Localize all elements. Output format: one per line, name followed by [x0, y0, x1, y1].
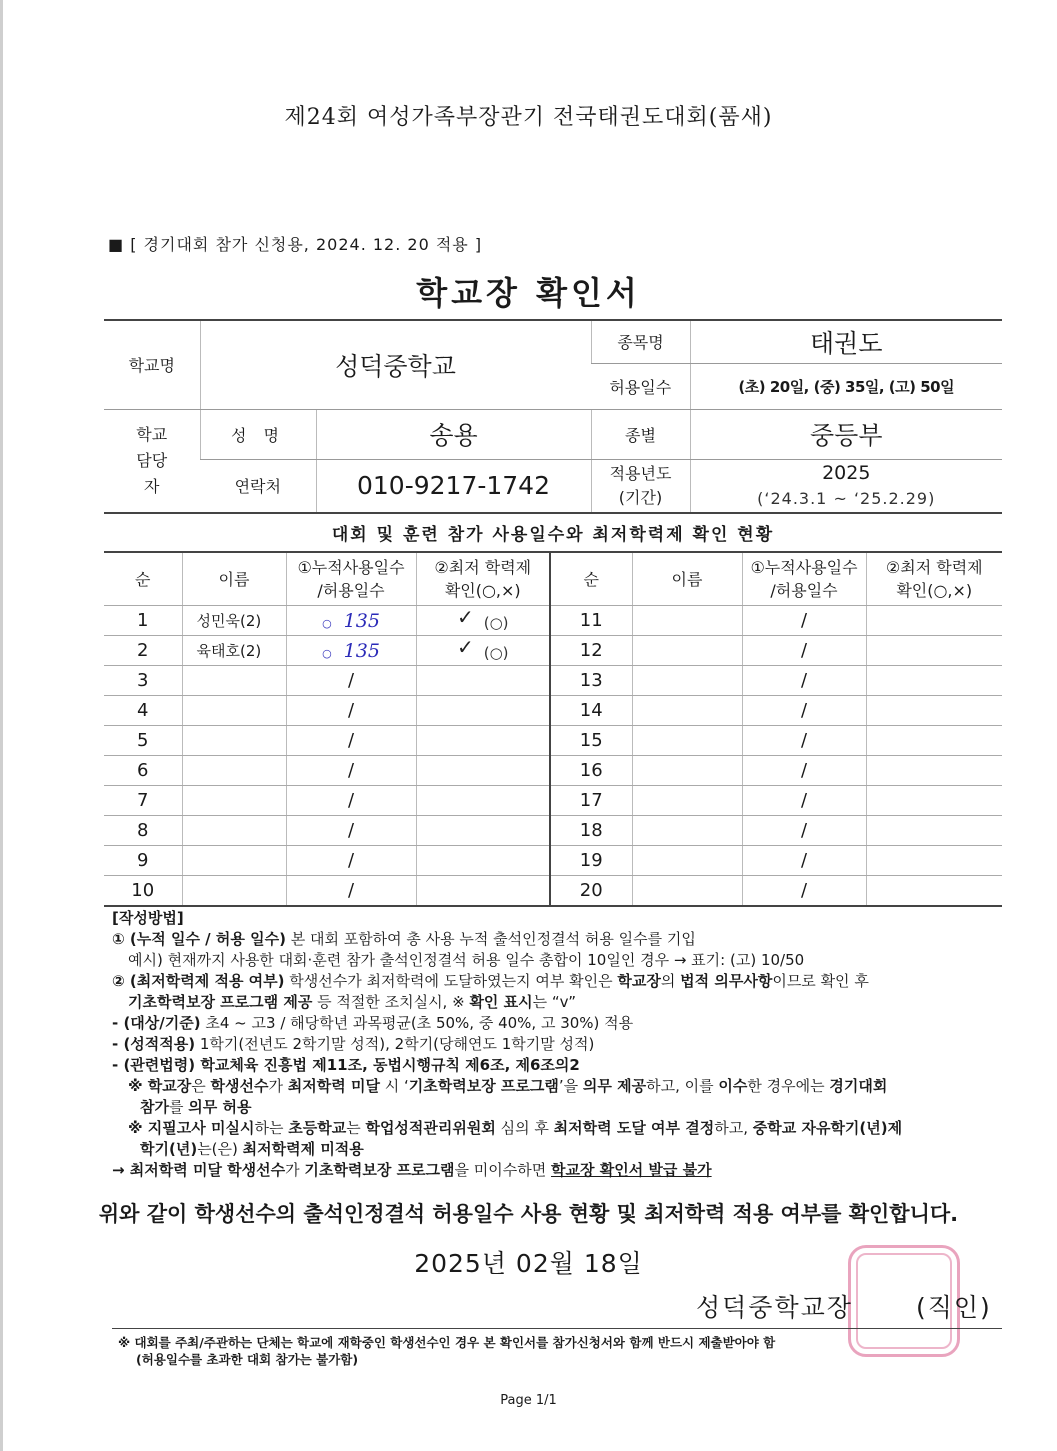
row-name: [182, 756, 286, 786]
handwritten-days: 135: [343, 639, 380, 662]
note-2-cont: [112, 992, 1012, 1013]
remark-1-g: 기초학력보장 프로그램: [408, 1077, 559, 1095]
row-no: 13: [550, 666, 632, 696]
header-no: 순: [104, 552, 182, 606]
row-no: 18: [550, 816, 632, 846]
row-no: 3: [104, 666, 182, 696]
detail-3-label: - (관련법령): [112, 1056, 196, 1074]
name-label: 성 명: [200, 409, 316, 459]
page-edge: [0, 0, 3, 1451]
note-2-text: 학생선수가 최저학력에 도달하였는지 여부 확인은: [284, 972, 618, 990]
remark-1-d: 가: [268, 1077, 288, 1095]
footer-divider: [112, 1328, 1002, 1329]
note-2-duty: 법적 의무사항: [680, 972, 773, 990]
remark-2-j: 학기(년): [140, 1140, 198, 1158]
application-subtitle: ■ [ 경기대회 참가 신청용, 2024. 12. 20 적용 ]: [108, 235, 483, 254]
handwritten-check-o: (○): [483, 643, 509, 662]
remark-1-m: 경기대회: [829, 1077, 888, 1095]
contact-value: 010-9217-1742: [316, 459, 591, 513]
row-check: [416, 606, 550, 636]
checkmark-icon: ✓: [456, 604, 474, 629]
remark-1-n: 참가: [140, 1098, 169, 1116]
row-no: 20: [550, 876, 632, 907]
row-check: [866, 726, 1002, 756]
row-name: [632, 726, 742, 756]
remark-1-p: 의무 허용: [188, 1098, 252, 1116]
detail-3-text: 학교체육 진흥법 제11조, 동법시행규칙 제6조, 제6조의2: [195, 1056, 580, 1074]
note-1: [112, 929, 1012, 950]
row-check: [866, 786, 1002, 816]
handwritten-check-o: (○): [483, 613, 509, 632]
row-check: [416, 636, 550, 666]
header-days-line1: ①누적사용일수: [297, 558, 405, 577]
document-title: 학교장 확인서: [416, 274, 641, 312]
detail-1-label: - (대상/기준): [112, 1014, 201, 1032]
row-no: 10: [104, 876, 182, 907]
row-days: /: [286, 846, 416, 876]
table-row: [104, 876, 1002, 907]
status-title: 대회 및 훈련 참가 사용일수와 최저학력제 확인 현황: [331, 525, 775, 545]
row-days: /: [742, 696, 866, 726]
detail-2-text: 1학기(전년도 2학기말 성적), 2학기(당해연도 1학기말 성적): [195, 1035, 595, 1053]
row-days: /: [742, 816, 866, 846]
row-check: [416, 846, 550, 876]
note-2-text-e: 는 “v”: [532, 993, 577, 1011]
year-value: 2025: [822, 461, 871, 484]
table-row: [104, 636, 1002, 666]
footnote-line1: ※ 대회를 주최/주관하는 단체는 학교에 재학중인 학생선수인 경우 본 확인서를 참가신청서와 함께 반드시 제출받아야 함: [118, 1335, 776, 1350]
row-name: [632, 666, 742, 696]
row-no: 1: [104, 606, 182, 636]
table-row: [104, 756, 1002, 786]
row-check: [416, 666, 550, 696]
note-1-bold: ① (누적 일수 / 허용 일수): [112, 930, 286, 948]
row-check: [416, 726, 550, 756]
row-check: [416, 876, 550, 907]
header-check-right-line1: ②최저 학력제: [885, 558, 983, 577]
row-name: [632, 876, 742, 907]
remark-1-a: ※ 학교장: [128, 1077, 192, 1095]
seal-label: (직인): [916, 1293, 992, 1322]
division-label: 종별: [591, 409, 690, 459]
row-name: [632, 786, 742, 816]
remark-2-h: 하고,: [714, 1119, 753, 1137]
note-2-principal: 학교장: [617, 972, 661, 990]
table-row: [104, 816, 1002, 846]
row-name: [632, 636, 742, 666]
row-days: /: [742, 786, 866, 816]
row-name: [182, 816, 286, 846]
manager-name-value: 송용: [316, 409, 591, 459]
row-name: [632, 816, 742, 846]
header-days-line2: /허용일수: [317, 581, 385, 600]
row-no: 4: [104, 696, 182, 726]
row-check: [416, 756, 550, 786]
remark-1-i: 의무 제공: [582, 1077, 647, 1095]
row-days: /: [742, 606, 866, 636]
note-1-example: 예시) 현재까지 사용한 대회·훈련 참가 출석인정결석 허용 일수 총합이 10일인 경우 → 표기: (고) 10/50: [128, 951, 805, 969]
school-label: 학교명: [104, 320, 200, 409]
row-check: [866, 606, 1002, 636]
table-row: [104, 696, 1002, 726]
detail-1: [112, 1013, 1012, 1034]
row-no: 17: [550, 786, 632, 816]
header-check-right: [866, 552, 1002, 606]
handwritten-circle-mark: ○: [322, 616, 332, 630]
remark-2-cont: [112, 1139, 1012, 1160]
remark-2-a: ※ 지필고사 미실시: [128, 1119, 255, 1137]
row-days: /: [286, 756, 416, 786]
remark-3-d: 을 미이수하면: [454, 1161, 552, 1179]
header-no-right: 순: [550, 552, 632, 606]
remark-2-b: 하는: [254, 1119, 289, 1137]
handwritten-days: 135: [343, 609, 380, 632]
remark-2-i: 중학교 자유학기(년)제: [752, 1119, 903, 1137]
table-row: [104, 786, 1002, 816]
note-2-text-d: 등 적절한 조치실시, ※: [312, 993, 470, 1011]
remark-2-g: 최저학력 도달 여부 결정: [553, 1119, 715, 1137]
remark-1-j: 하고, 이를: [646, 1077, 719, 1095]
row-check: [416, 786, 550, 816]
header-days-right: [742, 552, 866, 606]
row-name: [632, 846, 742, 876]
row-days: /: [742, 756, 866, 786]
allowed-days-label: 허용일수: [591, 363, 690, 409]
row-no: 7: [104, 786, 182, 816]
row-check: [416, 816, 550, 846]
row-name: [182, 876, 286, 907]
row-name: [182, 696, 286, 726]
sport-label: 종목명: [591, 320, 690, 363]
row-check: [866, 816, 1002, 846]
row-check: [866, 696, 1002, 726]
footnote: [118, 1334, 998, 1368]
row-days: /: [742, 846, 866, 876]
row-no: 15: [550, 726, 632, 756]
instructions: [112, 908, 1012, 1181]
row-no: 16: [550, 756, 632, 786]
remark-1-l: 한 경우에는: [747, 1077, 830, 1095]
note-2-mark: 확인 표시: [469, 993, 533, 1011]
remark-2-f: 심의 후: [495, 1119, 554, 1137]
handwritten-circle-mark: ○: [322, 646, 332, 660]
row-days: /: [286, 666, 416, 696]
remark-3-a: → 최저학력 미달 학생선수: [112, 1161, 286, 1179]
row-days: /: [742, 666, 866, 696]
detail-2-label: - (성적적용): [112, 1035, 196, 1053]
remark-1: [112, 1076, 1012, 1097]
year-label: 적용년도: [609, 463, 672, 483]
row-check: [866, 846, 1002, 876]
row-check: [866, 876, 1002, 907]
row-name: 성민욱(2): [182, 606, 286, 636]
row-check: [866, 756, 1002, 786]
row-days: /: [286, 696, 416, 726]
row-no: 5: [104, 726, 182, 756]
remark-1-b: 은: [191, 1077, 211, 1095]
remark-1-f: 시 ‘: [379, 1077, 409, 1095]
row-no: 2: [104, 636, 182, 666]
remark-3-b: 가: [285, 1161, 305, 1179]
note-2-text-b: 의: [660, 972, 681, 990]
year-label-cell: [591, 459, 690, 513]
remark-3-c: 기초학력보장 프로그램: [304, 1161, 455, 1179]
remark-1-c: 학생선수: [210, 1077, 269, 1095]
row-name: [632, 756, 742, 786]
detail-1-text: 초4 ~ 고3 / 해당학년 과목평균(초 50%, 중 40%, 고 30%) 적용: [200, 1014, 634, 1032]
footnote-line2: (허용일수를 초과한 대회 참가는 불가함): [136, 1352, 359, 1367]
row-no: 14: [550, 696, 632, 726]
row-name: [182, 846, 286, 876]
division-value: 중등부: [690, 409, 1002, 459]
remark-2-c: 초등학교: [288, 1119, 347, 1137]
event-title: 제24회 여성가족부장관기 전국태권도대회(품새): [284, 105, 773, 130]
row-no: 6: [104, 756, 182, 786]
remark-3: [112, 1160, 1012, 1181]
row-check: [866, 666, 1002, 696]
manager-label-text: 학교 담당자: [136, 424, 168, 496]
year-value-cell: [690, 459, 1002, 513]
remark-1-e: 최저학력 미달: [287, 1077, 380, 1095]
manager-label: [104, 409, 200, 513]
note-2: [112, 971, 1012, 992]
table-row: [104, 726, 1002, 756]
header-check: [416, 552, 550, 606]
table-row: [104, 666, 1002, 696]
header-days: [286, 552, 416, 606]
remark-1-cont: [112, 1097, 1012, 1118]
row-name: [182, 666, 286, 696]
row-days: /: [286, 816, 416, 846]
remark-2-d: 는: [346, 1119, 366, 1137]
row-no: 11: [550, 606, 632, 636]
page-number: Page 1/1: [500, 1393, 557, 1408]
note-1-text: 본 대회 포함하여 총 사용 누적 출석인정결석 허용 일수를 기입: [285, 930, 696, 948]
detail-2: [112, 1034, 1012, 1055]
row-days: /: [286, 786, 416, 816]
note-2-bold: ② (최저학력제 적용 여부): [112, 972, 285, 990]
row-name: [182, 786, 286, 816]
row-name: 육태호(2): [182, 636, 286, 666]
allowed-days-value: (초) 20일, (중) 35일, (고) 50일: [690, 363, 1002, 409]
athlete-roster-table: [104, 551, 1002, 907]
remark-3-e: 학교장 확인서 발급 불가: [551, 1161, 712, 1179]
row-no: 19: [550, 846, 632, 876]
header-name: 이름: [182, 552, 286, 606]
note-2-text-c: 이므로 확인 후: [772, 972, 869, 990]
table-row: [104, 846, 1002, 876]
row-days: /: [742, 636, 866, 666]
row-no: 12: [550, 636, 632, 666]
row-no: 8: [104, 816, 182, 846]
note-2-program: 기초학력보장 프로그램 제공: [128, 993, 313, 1011]
detail-3: [112, 1055, 1012, 1076]
row-days: /: [742, 876, 866, 907]
header-name-right: 이름: [632, 552, 742, 606]
row-name: [632, 606, 742, 636]
table-row: [104, 606, 1002, 636]
checkmark-icon: ✓: [456, 634, 474, 659]
row-no: 9: [104, 846, 182, 876]
remark-1-h: ’을: [558, 1077, 583, 1095]
header-check-right-line2: 확인(○,×): [896, 581, 973, 600]
row-days: [286, 606, 416, 636]
row-days: [286, 636, 416, 666]
instructions-heading: [작성방법]: [112, 909, 184, 927]
period-label: (기간): [618, 487, 663, 507]
row-days: /: [742, 726, 866, 756]
principal-name: 성덕중학교장: [696, 1293, 853, 1322]
remark-2: [112, 1118, 1012, 1139]
row-days: /: [286, 876, 416, 907]
issue-date: 2025년 02월 18일: [414, 1249, 643, 1278]
header-days-right-line1: ①누적사용일수: [750, 558, 858, 577]
row-name: [182, 726, 286, 756]
contact-label: 연락처: [200, 459, 316, 513]
header-check-line2: 확인(○,×): [444, 581, 521, 600]
school-info-table: [104, 319, 1002, 514]
remark-2-k: 는(은): [197, 1140, 243, 1158]
remark-2-l: 최저학력제 미적용: [242, 1140, 364, 1158]
remark-1-o: 를: [168, 1098, 189, 1116]
confirmation-statement: 위와 같이 학생선수의 출석인정결석 허용일수 사용 현황 및 최저학력 적용 여부를 확인합니다.: [98, 1202, 959, 1226]
school-value: 성덕중학교: [200, 320, 591, 409]
row-check: [416, 696, 550, 726]
remark-2-e: 학업성적관리위원회: [365, 1119, 496, 1137]
row-days: /: [286, 726, 416, 756]
period-value: (‘24.3.1 ~ ‘25.2.29): [757, 488, 936, 508]
sport-value: 태권도: [690, 320, 1002, 363]
row-check: [866, 636, 1002, 666]
header-check-line1: ②최저 학력제: [434, 558, 532, 577]
remark-1-k: 이수: [718, 1077, 748, 1095]
row-name: [632, 696, 742, 726]
header-days-right-line2: /허용일수: [770, 581, 838, 600]
